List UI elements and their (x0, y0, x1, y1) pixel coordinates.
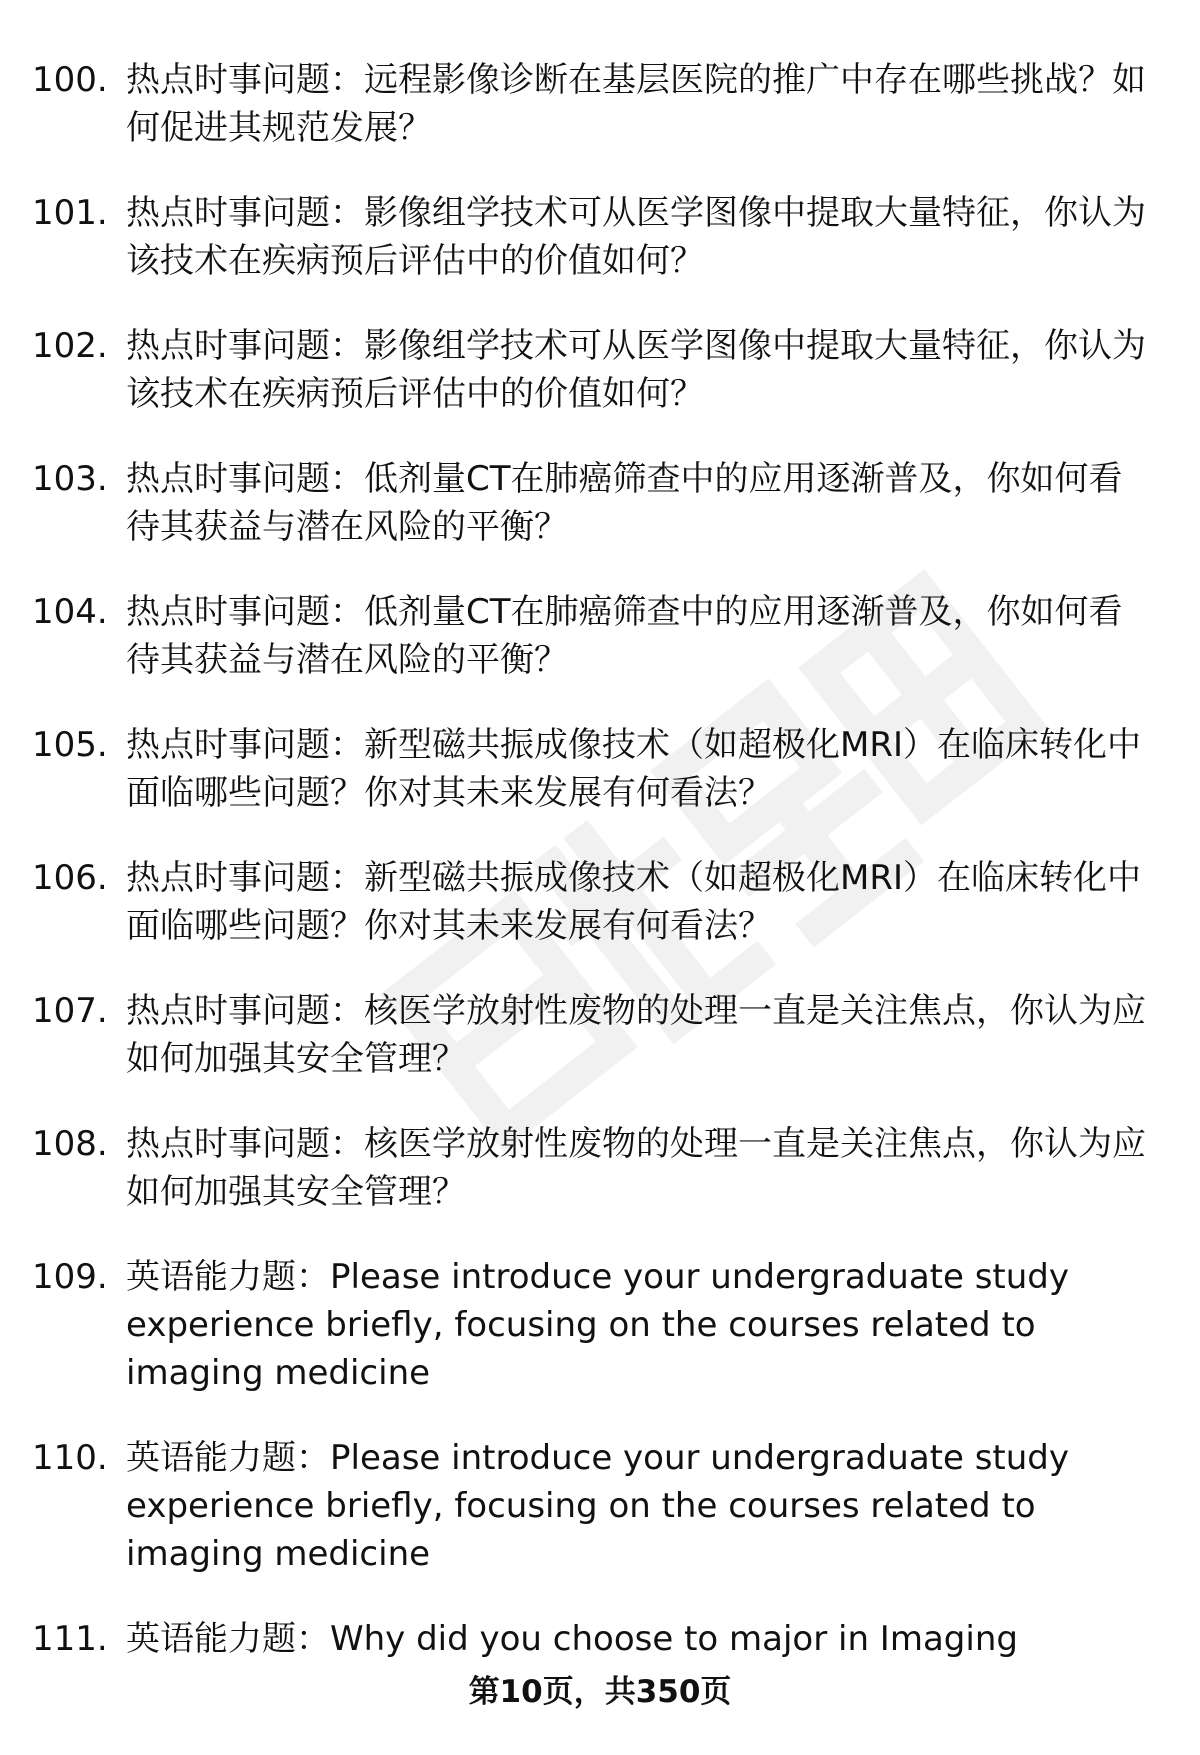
question-text: 热点时事问题：新型磁共振成像技术（如超极化MRI）在临床转化中面临哪些问题？你对其未来发展有何看法？ (126, 725, 1141, 813)
question-text: 英语能力题：Please introduce your undergraduate study experience briefly, focusing on the courses related to imaging medicine (126, 1257, 1070, 1393)
question-number: 103. (32, 459, 108, 499)
question-item (32, 1120, 1152, 1216)
question-text: 英语能力题：Please introduce your undergraduate study experience briefly, focusing on the courses related to imaging medicine (126, 1438, 1070, 1574)
question-number: 110. (32, 1438, 108, 1478)
question-number: 109. (32, 1257, 108, 1297)
question-item (32, 56, 1152, 152)
question-text: 热点时事问题：新型磁共振成像技术（如超极化MRI）在临床转化中面临哪些问题？你对其未来发展有何看法？ (126, 858, 1141, 946)
question-item (32, 721, 1152, 817)
question-number: 107. (32, 991, 108, 1031)
question-item (32, 588, 1152, 684)
question-item (32, 189, 1152, 285)
question-number: 100. (32, 60, 108, 100)
page-footer: 第10页，共350页 (468, 1674, 732, 1710)
question-item (32, 455, 1152, 551)
question-text: 热点时事问题：核医学放射性废物的处理一直是关注焦点，你认为应如何加强其安全管理？ (126, 1124, 1146, 1212)
question-text: 热点时事问题：影像组学技术可从医学图像中提取大量特征，你认为该技术在疾病预后评估中的价值如何？ (126, 193, 1146, 281)
question-text: 热点时事问题：低剂量CT在肺癌筛查中的应用逐渐普及，你如何看待其获益与潜在风险的平衡？ (126, 459, 1123, 547)
question-item (32, 987, 1152, 1083)
question-number: 105. (32, 725, 108, 765)
question-item (32, 1434, 1152, 1578)
question-number: 111. (32, 1619, 108, 1659)
question-text: 热点时事问题：低剂量CT在肺癌筛查中的应用逐渐普及，你如何看待其获益与潜在风险的平衡？ (126, 592, 1123, 680)
question-number: 102. (32, 326, 108, 366)
question-text: 热点时事问题：核医学放射性废物的处理一直是关注焦点，你认为应如何加强其安全管理？ (126, 991, 1146, 1079)
question-number: 106. (32, 858, 108, 898)
question-text: 热点时事问题：远程影像诊断在基层医院的推广中存在哪些挑战？如何促进其规范发展？ (126, 60, 1146, 148)
question-number: 104. (32, 592, 108, 632)
question-text: 热点时事问题：影像组学技术可从医学图像中提取大量特征，你认为该技术在疾病预后评估中的价值如何？ (126, 326, 1146, 414)
question-item (32, 322, 1152, 418)
question-item (32, 1615, 1152, 1663)
question-number: 101. (32, 193, 108, 233)
question-item (32, 1253, 1152, 1397)
question-number: 108. (32, 1124, 108, 1164)
question-list (32, 56, 1152, 1700)
question-text: 英语能力题：Why did you choose to major in Imaging (126, 1619, 1018, 1659)
question-item (32, 854, 1152, 950)
